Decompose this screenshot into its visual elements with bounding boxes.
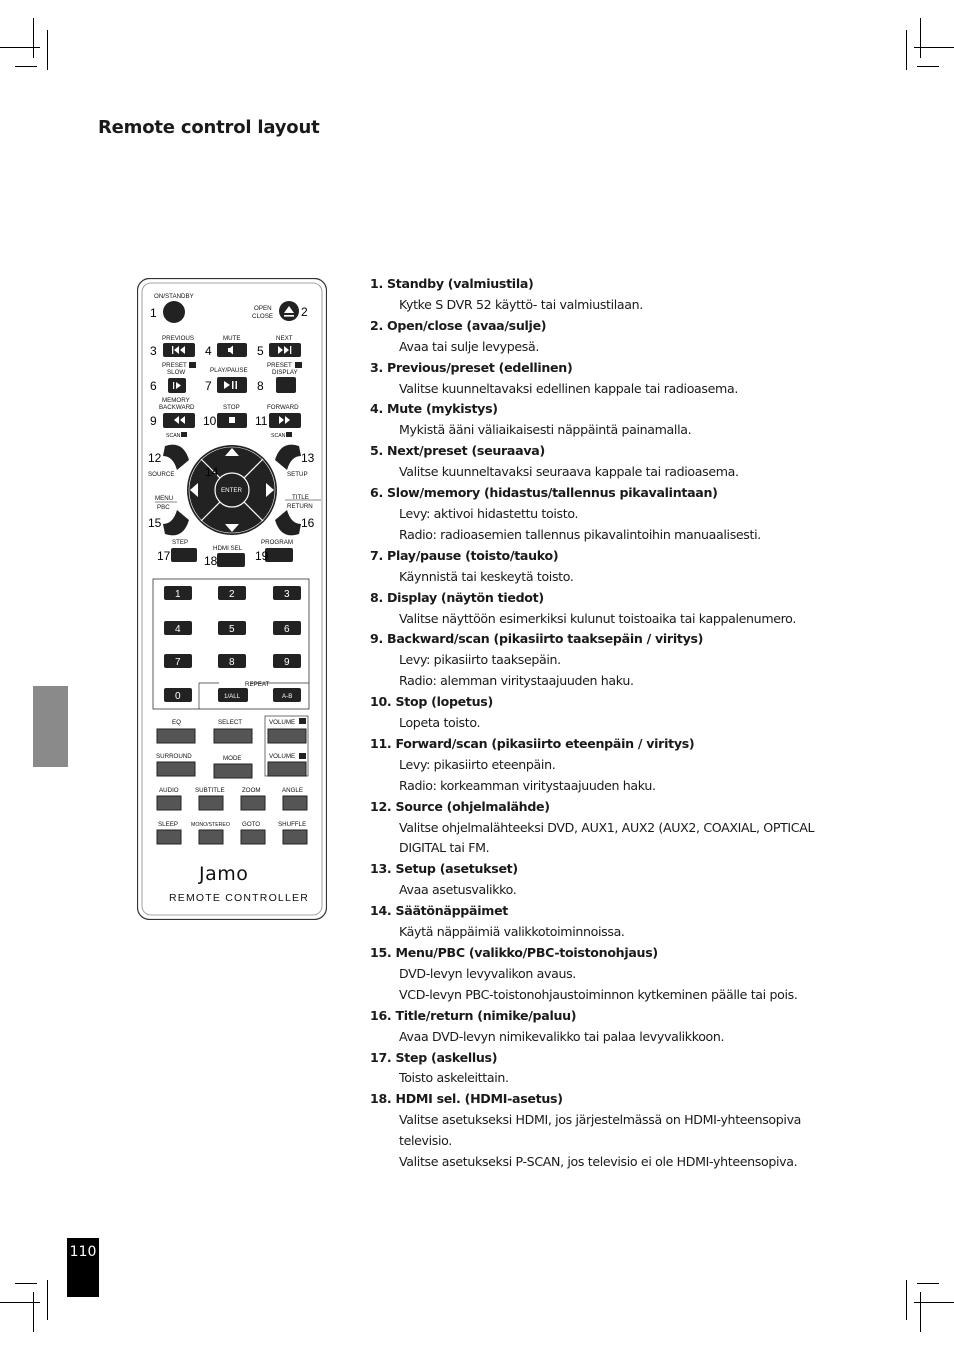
label-preset-plus: PRESET [267, 362, 292, 369]
item-description: Radio: korkeamman viritystaajuuden haku. [399, 777, 656, 793]
label-return: RETURN [287, 503, 313, 510]
item-heading: 7. Play/pause (toisto/tauko) [370, 547, 559, 563]
item-description: Radio: alemman viritystaajuuden haku. [399, 673, 634, 689]
angle-button [283, 796, 307, 810]
key-label: 4 [175, 624, 181, 635]
callout-7: 7 [205, 379, 212, 393]
key-label: 7 [175, 657, 181, 668]
label-eq: EQ [172, 719, 181, 726]
item-description: Käynnistä tai keskeytä toisto. [399, 568, 574, 584]
hdmi-sel-button [217, 553, 245, 567]
item-heading: 2. Open/close (avaa/sulje) [370, 317, 547, 333]
label-display: DISPLAY [272, 369, 298, 376]
item-description: Käytä näppäimiä valikkotoiminnoissa. [399, 924, 625, 940]
label-stop: STOP [223, 404, 240, 411]
label-source: SOURCE [148, 471, 175, 478]
minus-box-icon [299, 753, 306, 759]
callout-4: 4 [205, 344, 212, 358]
key-label: 5 [229, 624, 235, 635]
callout-8: 8 [257, 379, 264, 393]
key-label: 1 [175, 589, 181, 600]
label-step: STEP [172, 539, 189, 546]
callout-11: 11 [255, 414, 268, 428]
minus-box-icon [181, 432, 187, 437]
item-heading: 15. Menu/PBC (valikko/PBC-toistonohjaus) [370, 945, 658, 960]
label-next: NEXT [276, 335, 293, 342]
goto-button [241, 830, 265, 844]
label-sleep: SLEEP [158, 821, 178, 828]
label-shuffle: SHUFFLE [278, 821, 307, 828]
label-backward: BACKWARD [159, 404, 195, 411]
callout-19: 19 [255, 549, 269, 563]
label-surround: SURROUND [156, 753, 192, 760]
item-heading: 8. Display (näytön tiedot) [370, 589, 544, 605]
key-label: 2 [229, 589, 235, 600]
item-heading: 13. Setup (asetukset) [370, 861, 518, 877]
audio-button [157, 796, 181, 810]
item-description: Levy: pikasiirto taaksepäin. [399, 652, 561, 668]
item-description: Lopeta toisto. [399, 715, 481, 731]
label-slow: SLOW [167, 369, 186, 376]
callout-14: 14 [205, 465, 219, 479]
item-heading: 6. Slow/memory (hidastus/tallennus pikavalintaan) [370, 485, 718, 501]
remote-footer-label: REMOTE CONTROLLER [169, 892, 309, 904]
key-label: 0 [175, 691, 181, 702]
item-description: DIGITAL tai FM. [399, 840, 490, 856]
label-mute: MUTE [223, 335, 241, 342]
zoom-button [241, 796, 265, 810]
description-list [370, 274, 830, 1173]
callout-18: 18 [204, 554, 218, 568]
item-description: VCD-levyn PBC-toistonohjaustoiminnon kytkeminen päälle tai pois. [399, 986, 798, 1002]
label-audio: AUDIO [159, 787, 179, 794]
label-menu: MENU [155, 495, 174, 502]
label-select: SELECT [218, 719, 243, 726]
minus-box-icon [189, 362, 196, 368]
key-label: 3 [284, 589, 290, 600]
label-scan-left: SCAN [166, 433, 181, 439]
item-description: Mykistä ääni väliaikaisesti näppäintä painamalla. [399, 422, 692, 438]
key-label: 9 [284, 657, 290, 668]
item-heading: 12. Source (ohjelmalähde) [370, 798, 550, 814]
shuffle-button [283, 830, 307, 844]
label-close: CLOSE [252, 313, 273, 320]
language-tab [33, 686, 68, 767]
item-description: Levy: aktivoi hidastettu toisto. [399, 505, 579, 521]
plus-box-icon [299, 718, 306, 724]
label-setup: SETUP [287, 471, 308, 478]
callout-3: 3 [150, 344, 157, 358]
item-description: Valitse kuunneltavaksi edellinen kappale tai radioasema. [399, 380, 738, 396]
item-description: televisio. [399, 1133, 452, 1149]
item-heading: 4. Mute (mykistys) [370, 401, 498, 417]
label-mode: MODE [223, 755, 242, 762]
item-description: Avaa asetusvalikko. [399, 882, 517, 898]
label-title: TITLE [292, 494, 309, 501]
item-heading: 9. Backward/scan (pikasiirto taaksepäin / viritys) [370, 631, 704, 647]
callout-5: 5 [257, 344, 264, 358]
callout-6: 6 [150, 379, 157, 393]
item-description: Levy: pikasiirto eteenpäin. [399, 756, 556, 772]
label-on-standby: ON/STANDBY [154, 293, 194, 300]
callout-12: 12 [148, 451, 162, 465]
callout-1: 1 [150, 306, 157, 320]
item-heading: 16. Title/return (nimike/paluu) [370, 1007, 577, 1023]
callout-15: 15 [148, 516, 162, 530]
callout-9: 9 [150, 414, 157, 428]
label-hdmi-sel: HDMI SEL [213, 545, 243, 552]
stop-icon [229, 417, 235, 423]
item-heading: 1. Standby (valmiustila) [370, 276, 534, 291]
label-forward: FORWARD [267, 404, 299, 411]
label-goto: GOTO [242, 821, 261, 828]
label-subtitle: SUBTITLE [195, 787, 225, 794]
label-play-pause: PLAY/PAUSE [210, 367, 248, 374]
item-description: DVD-levyn levyvalikon avaus. [399, 965, 576, 981]
item-description: Valitse näyttöön esimerkiksi kulunut toistoaika tai kappalenumero. [399, 610, 796, 626]
standby-button [163, 301, 185, 323]
callout-16: 16 [301, 516, 315, 530]
program-button [265, 548, 293, 562]
remote-control-illustration [137, 278, 327, 920]
label-volume-up: VOLUME [269, 719, 296, 726]
item-description: Avaa tai sulje levypesä. [399, 338, 539, 354]
item-description: Toisto askeleittain. [399, 1070, 509, 1086]
item-description: Avaa DVD-levyn nimikevalikko tai palaa levyvalikkoon. [399, 1028, 725, 1044]
page-number: 110 [67, 1238, 99, 1297]
select-button [214, 729, 252, 743]
label-open: OPEN [254, 305, 272, 312]
label-a-b: A-B [282, 693, 293, 700]
key-label: 6 [284, 624, 290, 635]
plus-box-icon [286, 432, 292, 437]
label-program: PROGRAM [261, 539, 293, 546]
surround-button [157, 762, 195, 776]
callout-10: 10 [203, 414, 217, 428]
eq-button [157, 729, 195, 743]
step-button [171, 548, 197, 562]
item-heading: 5. Next/preset (seuraava) [370, 443, 545, 459]
subtitle-button [199, 796, 223, 810]
item-heading: 11. Forward/scan (pikasiirto eteenpäin / viritys) [370, 735, 695, 751]
label-zoom: ZOOM [242, 787, 261, 794]
item-description: Valitse ohjelmalähteeksi DVD, AUX1, AUX2 (AUX2, COAXIAL, OPTICAL [399, 819, 815, 835]
label-memory: MEMORY [162, 397, 190, 404]
mode-button [214, 764, 252, 778]
item-description: Kytke S DVR 52 käyttö- tai valmiustilaan. [399, 296, 643, 312]
mono-stereo-button [199, 830, 223, 844]
label-previous: PREVIOUS [162, 335, 194, 342]
item-description: Radio: radioasemien tallennus pikavalintoihin manuaalisesti. [399, 526, 761, 542]
item-heading: 14. Säätönäppäimet [370, 903, 509, 919]
item-description: Valitse asetukseksi P-SCAN, jos televisio ei ole HDMI-yhteensopiva. [399, 1154, 798, 1170]
plus-box-icon [295, 362, 302, 368]
label-preset-minus: PRESET [162, 362, 187, 369]
display-button [276, 377, 296, 393]
callout-13: 13 [301, 451, 315, 465]
item-heading: 10. Stop (lopetus) [370, 694, 493, 710]
brand-logo: Jamo [199, 863, 249, 885]
label-1-all: 1/ALL [224, 693, 241, 700]
label-enter: ENTER [221, 487, 242, 494]
callout-17: 17 [157, 549, 171, 563]
item-description: Valitse kuunneltavaksi seuraava kappale tai radioasema. [399, 464, 739, 480]
label-mono-stereo: MONO/STEREO [191, 822, 230, 828]
volume-down-button [268, 762, 306, 776]
callout-2: 2 [301, 305, 308, 319]
item-heading: 3. Previous/preset (edellinen) [370, 359, 573, 375]
label-pbc: PBC [157, 504, 170, 511]
item-description: Valitse asetukseksi HDMI, jos järjestelmässä on HDMI-yhteensopiva [399, 1112, 802, 1128]
label-angle: ANGLE [282, 787, 303, 794]
item-heading: 18. HDMI sel. (HDMI-asetus) [370, 1091, 563, 1107]
label-repeat: REPEAT [245, 681, 270, 688]
label-volume-down: VOLUME [269, 753, 296, 760]
volume-up-button [268, 729, 306, 743]
key-label: 8 [229, 657, 235, 668]
item-heading: 17. Step (askellus) [370, 1049, 498, 1065]
label-scan-right: SCAN [271, 433, 286, 439]
sleep-button [157, 830, 181, 844]
page-title: Remote control layout [98, 117, 320, 138]
